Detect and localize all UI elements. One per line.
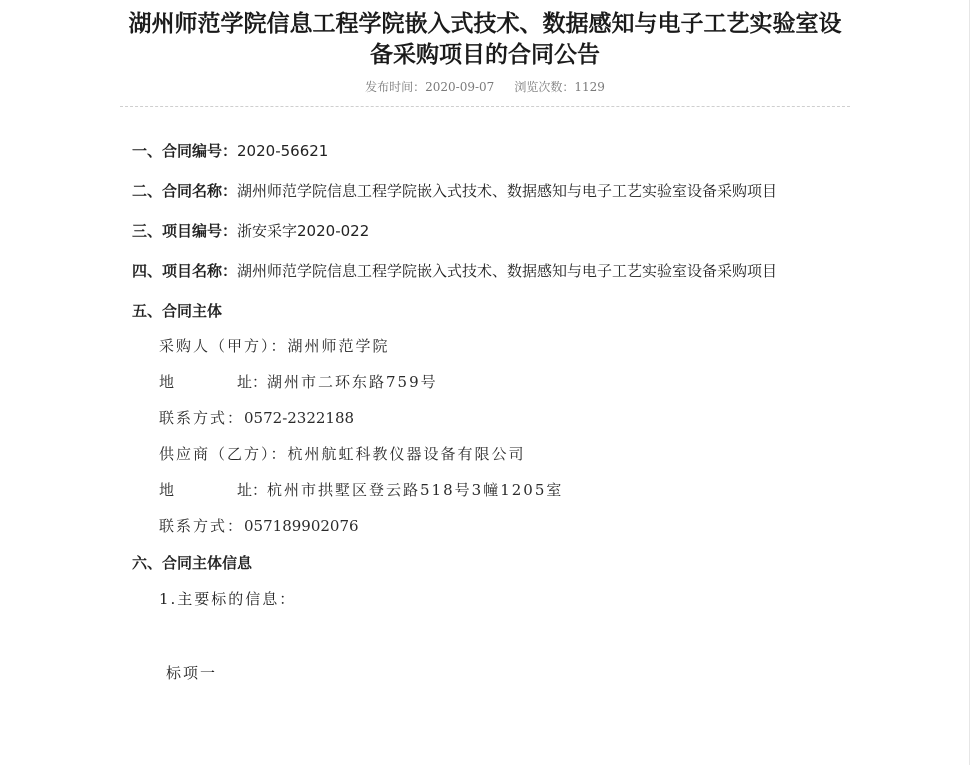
section-heading: 一、合同编号： bbox=[132, 142, 238, 160]
publish-date: 2020-09-07 bbox=[425, 80, 495, 94]
project-name: 湖州师范学院信息工程学院嵌入式技术、数据感知与电子工艺实验室设备采购项目 bbox=[237, 262, 778, 280]
address-label-part1: 地 bbox=[159, 373, 175, 391]
project-number: 浙安采字2020-022 bbox=[237, 222, 370, 240]
section-heading: 三、项目编号： bbox=[132, 222, 238, 240]
publish-date-label: 发布时间： bbox=[365, 80, 426, 94]
buyer-line bbox=[132, 328, 838, 364]
supplier-contact-line bbox=[132, 508, 838, 544]
lot-one-label: 标项一 bbox=[166, 664, 218, 682]
buyer-address-line bbox=[132, 364, 838, 400]
contract-name-section bbox=[132, 178, 838, 204]
address-label-part2: 址： bbox=[237, 373, 268, 391]
section-heading: 五、合同主体 bbox=[132, 302, 223, 320]
buyer-contact: 0572-2322188 bbox=[244, 409, 355, 427]
contact-label: 联系方式： bbox=[159, 517, 245, 535]
contract-parties-section bbox=[132, 298, 838, 324]
supplier-address: 杭州市拱墅区登云路518号3幢1205室 bbox=[267, 481, 564, 499]
supplier-address-line bbox=[132, 472, 838, 508]
address-label-part2: 址： bbox=[237, 481, 268, 499]
announcement-body bbox=[132, 138, 838, 688]
contract-number-section bbox=[132, 138, 838, 164]
main-subject-info-label: 1.主要标的信息： bbox=[159, 590, 297, 608]
address-label-part1: 地 bbox=[159, 481, 175, 499]
page-title: 湖州师范学院信息工程学院嵌入式技术、数据感知与电子工艺实验室设备采购项目的合同公告 bbox=[128, 10, 842, 68]
project-number-section bbox=[132, 218, 838, 244]
title-divider bbox=[120, 106, 850, 107]
buyer-name: 湖州师范学院 bbox=[287, 337, 390, 355]
view-count-label: 浏览次数： bbox=[514, 80, 575, 94]
supplier-contact: 057189902076 bbox=[244, 517, 359, 535]
section-heading: 六、合同主体信息 bbox=[132, 554, 253, 572]
buyer-label: 采购人（甲方）： bbox=[159, 337, 288, 355]
contract-number: 2020-56621 bbox=[237, 142, 329, 160]
contract-name: 湖州师范学院信息工程学院嵌入式技术、数据感知与电子工艺实验室设备采购项目 bbox=[237, 182, 778, 200]
supplier-label: 供应商（乙方）： bbox=[159, 445, 288, 463]
section-heading: 四、项目名称： bbox=[132, 262, 238, 280]
supplier-line bbox=[132, 436, 838, 472]
buyer-contact-line bbox=[132, 400, 838, 436]
supplier-name: 杭州航虹科教仪器设备有限公司 bbox=[287, 445, 526, 463]
contact-label: 联系方式： bbox=[159, 409, 245, 427]
publish-meta bbox=[120, 79, 850, 95]
view-count: 1129 bbox=[574, 80, 605, 94]
contract-info-section bbox=[132, 550, 838, 576]
buyer-address: 湖州市二环东路759号 bbox=[267, 373, 438, 391]
project-name-section bbox=[132, 258, 838, 284]
section-heading: 二、合同名称： bbox=[132, 182, 238, 200]
